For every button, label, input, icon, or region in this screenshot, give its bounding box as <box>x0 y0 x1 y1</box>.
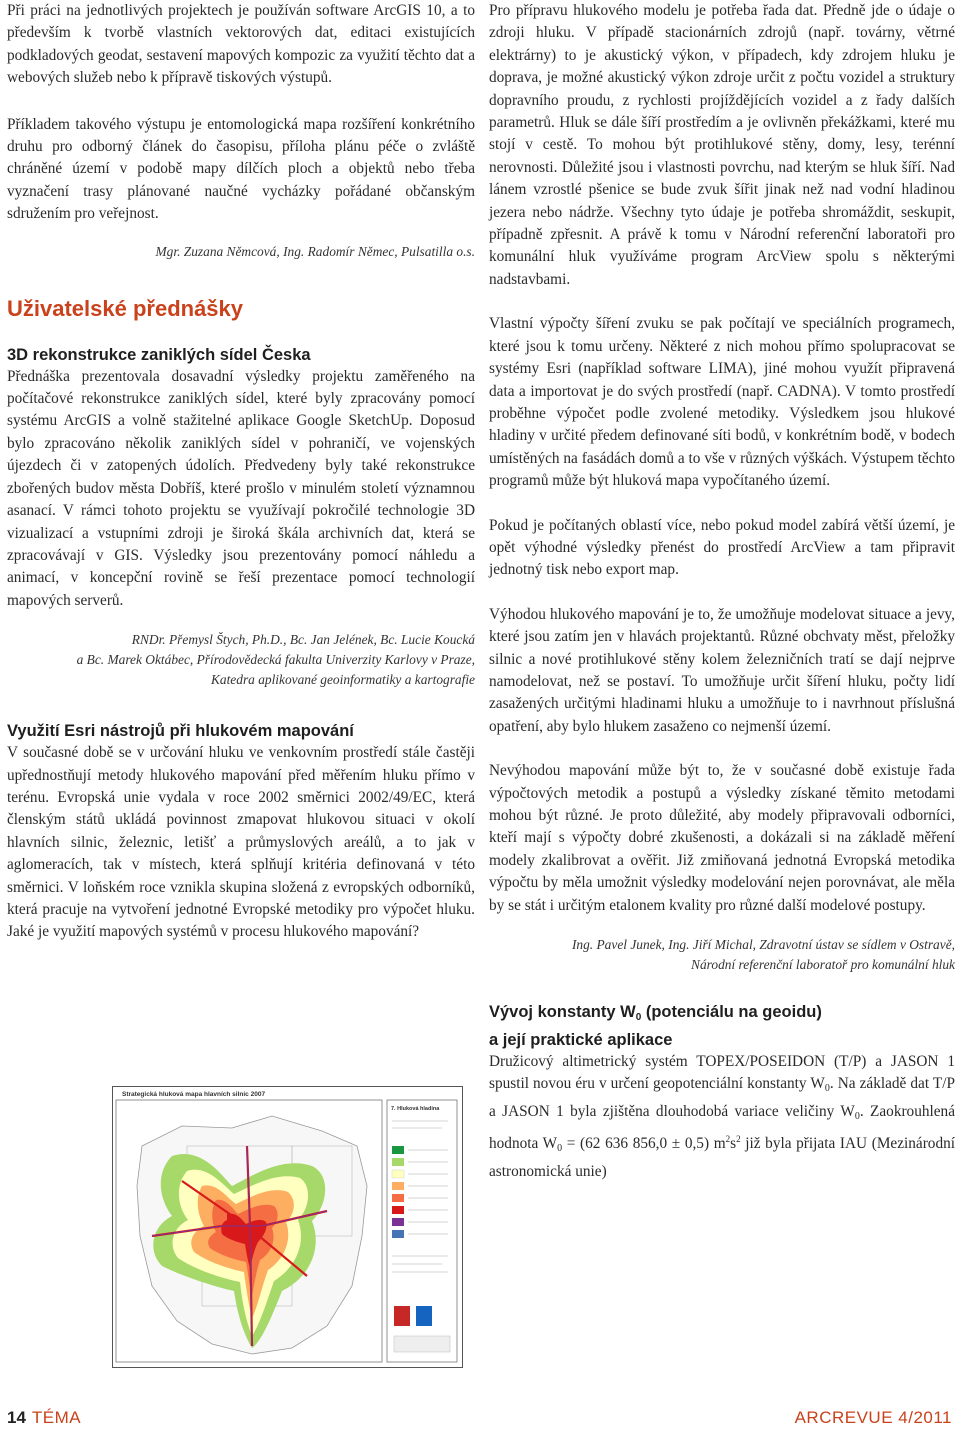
paragraph: Při práci na jednotlivých projektech je používán software ArcGIS 10, a to především k tvorbě vlastních vektorových dat, editaci existujících podkladových geodat, sestavení mapových kompozic za využití těchto dat a webových služeb nebo k přípravě tiskových výstupů. <box>7 2 475 87</box>
paragraph: Výhodou hlukového mapování je to, že umožňuje modelovat situace a jevy, které jsou zatím jen v hlavách projektantů. Různé obchvaty měst, přeložky silnic a nové protihlukové stěny kolem železničních tratí se dají nejprve namodelovat, než se postaví. To umožňuje určit šíření hluku, počty lidí zasažených určitými hladinami hluku a umožňuje to i navrhnout příslušná opatření, aby bylo hlukem zasaženo co nejmenší území. <box>489 605 955 735</box>
paragraph: Přednáška prezentovala dosavadní výsledky projektu zaměřeného na počítačové rekonstrukce zaniklých sídel, které byly zpracovány pomocí systému ArcGIS a volně stažitelné aplikace Google SketchUp. Doposud bylo zpracováno několik zaniklých sídel v pohraničí, ve vojenských újezdech či v zatopených údolích. Předvedeny byly také rekonstrukce zbořených budov města Dobříš, které prošlo v minulém století významnou asanací. V rámci tohoto projektu se využívají pokročilé technologie 3D vizualizací a vstupními zdroji je široká škála archivních dat, která se zpracovávají v GIS. Výsledky jsou prezentovány pomocí náhledu a animací, v koncepční rovině se řeší prezentace pomocí technologií mapových serverů. <box>7 367 475 609</box>
section-title: Uživatelské přednášky <box>7 295 244 321</box>
article-heading: Vývoj konstanty $W_0$ (potenciálu na geoidu) <box>489 1003 822 1024</box>
noise-map-figure <box>112 1086 463 1368</box>
paragraph: Příkladem takového výstupu je entomologická mapa rozšíření konkrétního druhu pro odborný článek do časopisu, příloha plánu péče o zvláště chráněné území v podobě mapy dílčích ploch a objektů nebo třeba vyznačení trasy plánované naučné vycházky pořádané občanským sdružením pro veřejnost. <box>7 115 475 223</box>
article-author: Katedra aplikované geoinformatiky a kartografie <box>210 672 475 688</box>
paragraph: Nevýhodou mapování může být to, že v současné době existuje řada výpočtových metodik a postupů a výsledky získané těmito metodami mohou být různé. Je proto důležité, aby modely připravovali odborníci, kteří mají s výpočty dobré zkušenosti, a dokázali si na základě měření modely zkalibrovat a ověřit. Již zmiňovaná jednotná Evropská metodika výpočtu by měla umožnit výsledky modelování nejen porovnávat, ale měla by se stát i určitým etalonem kvality pro různé další modelové postupy. <box>489 762 955 914</box>
paragraph: Pro přípravu hlukového modelu je potřeba řada dat. Předně jde o údaje o zdroji hluku. V případě stacionárních zdrojů (např. továrny, větrné elektrárny) to je akustický výkon, v případech, kdy zdrojem hluku je doprava, je možné akustický výkon zdroje určit z počtu vozidel a struktury dopravního proudu, z rychlosti projíždějících vozidel a z řady dalších parametrů. Hluk se dále šíří prostředím a je ovlivněn překážkami, které mu stojí v cestě. To mohou být protihlukové stěny, domy, lesy, terénní nerovnosti. Důležité jsou i vlastnosti povrchu, nad kterým se hluk šíří. Nad lánem vzrostlé pšenice se bude zvuk šířit jinak než nad vodní hladinou jezera nebo nádrže. Všechny tyto údaje je potřeba shromáždit, seskupit, případně zpřesnit. A právě k tomu v Národní referenční laboratoři pro komunální hluk využíváme program ArcView spolu s některými nadstavbami. <box>489 2 955 288</box>
page-number: 14 <box>7 1408 26 1427</box>
map-legend-title: 7. Hluková hladina <box>391 1106 440 1112</box>
magazine-issue: ARCREVUE 4/2011 <box>794 1408 952 1427</box>
paragraph: Vlastní výpočty šíření zvuku se pak počítají ve speciálních programech, které jsou k tomu určeny. Některé z nich mohou přímo spolupracovat se systémy Esri (například software LIMA), jiné mohou využít připravená data a importovat je do svých prostředí (např. CADNA). V tomto prostředí proběhne výpočet podle zvolené metodiky. Výsledkem jsou hlukové hladiny v určité předem definované síti bodů, v konkrétním bodě, v bodech umístěných na fasádách domů a to vše v různých výškách. Výstupem těchto programů může být hluková mapa vypočítaného území. <box>489 315 955 490</box>
article-author: Národní referenční laboratoř pro komunální hluk <box>691 957 955 973</box>
coat-of-arms-icon <box>416 1306 432 1326</box>
paragraph: Pokud je počítaných oblastí více, nebo pokud model zabírá větší území, je opět výhodné výsledky přenést do prostředí ArcView a tam připravit jednotný tisk nebo export map. <box>489 516 955 579</box>
footer-topic: TÉMA <box>31 1408 82 1427</box>
right-column <box>489 0 955 1183</box>
article-author: a Bc. Marek Oktábec, Přírodovědecká fakulta Univerzity Karlovy v Praze, <box>76 652 475 668</box>
page-footer-left <box>7 1408 81 1428</box>
article-author: Mgr. Zuzana Němcová, Ing. Radomír Němec, Pulsatilla o.s. <box>155 243 475 259</box>
paragraph: V současné době se v určování hluku ve venkovním prostředí stále častěji upřednostňují metody hlukového mapování před měřením hluku přímo v terénu. Evropská unie vydala v roce 2002 směrnici 2002/49/EC, která členským států ukládá povinnost zmapovat hlukovou situaci v okolí hlavních silnic, železnic, letišť a průmyslových areálů, a to jak v aglomeracích, tak v místech, která splňují kritéria definovaná v této směrnici. V loňském roce vznikla skupina složená z evropských odborníků, která pracuje na vytvoření jednotné Evropské metodiky pro výpočet hluku. Jaké je využití mapových systémů v procesu hlukového mapování? <box>7 744 475 941</box>
article-heading-line2: a její praktické aplikace <box>489 1031 673 1050</box>
article-heading: Využití Esri nástrojů při hlukovém mapování <box>7 722 354 741</box>
map-title: Strategická hluková mapa hlavních silnic 2007 <box>122 1091 266 1098</box>
article-author: RNDr. Přemysl Štych, Ph.D., Bc. Jan Jelének, Bc. Lucie Koucká <box>131 632 475 648</box>
left-column <box>7 0 475 944</box>
noise-map-image <box>112 1086 463 1368</box>
coat-of-arms-icon <box>394 1306 410 1326</box>
paragraph: Družicový altimetrický systém TOPEX/POSEIDON (T/P) a JASON 1 spustil novou éru v určení geopotenciální konstanty $W_0$. Na základě dat T/P a JASON 1 byla zjištěna dlouhodobá variace veličiny $W_0$. Zaokrouhlená hodnota $W_0 = (62$ 636 856,0 ± 0,5) $m^2s^2$ již byla přijata IAU (Mezinárodní astronomická unie) <box>489 1053 955 1180</box>
article-author: Ing. Pavel Junek, Ing. Jiří Michal, Zdravotní ústav se sídlem v Ostravě, <box>571 937 955 953</box>
article-heading: 3D rekonstrukce zaniklých sídel Česka <box>7 345 311 364</box>
